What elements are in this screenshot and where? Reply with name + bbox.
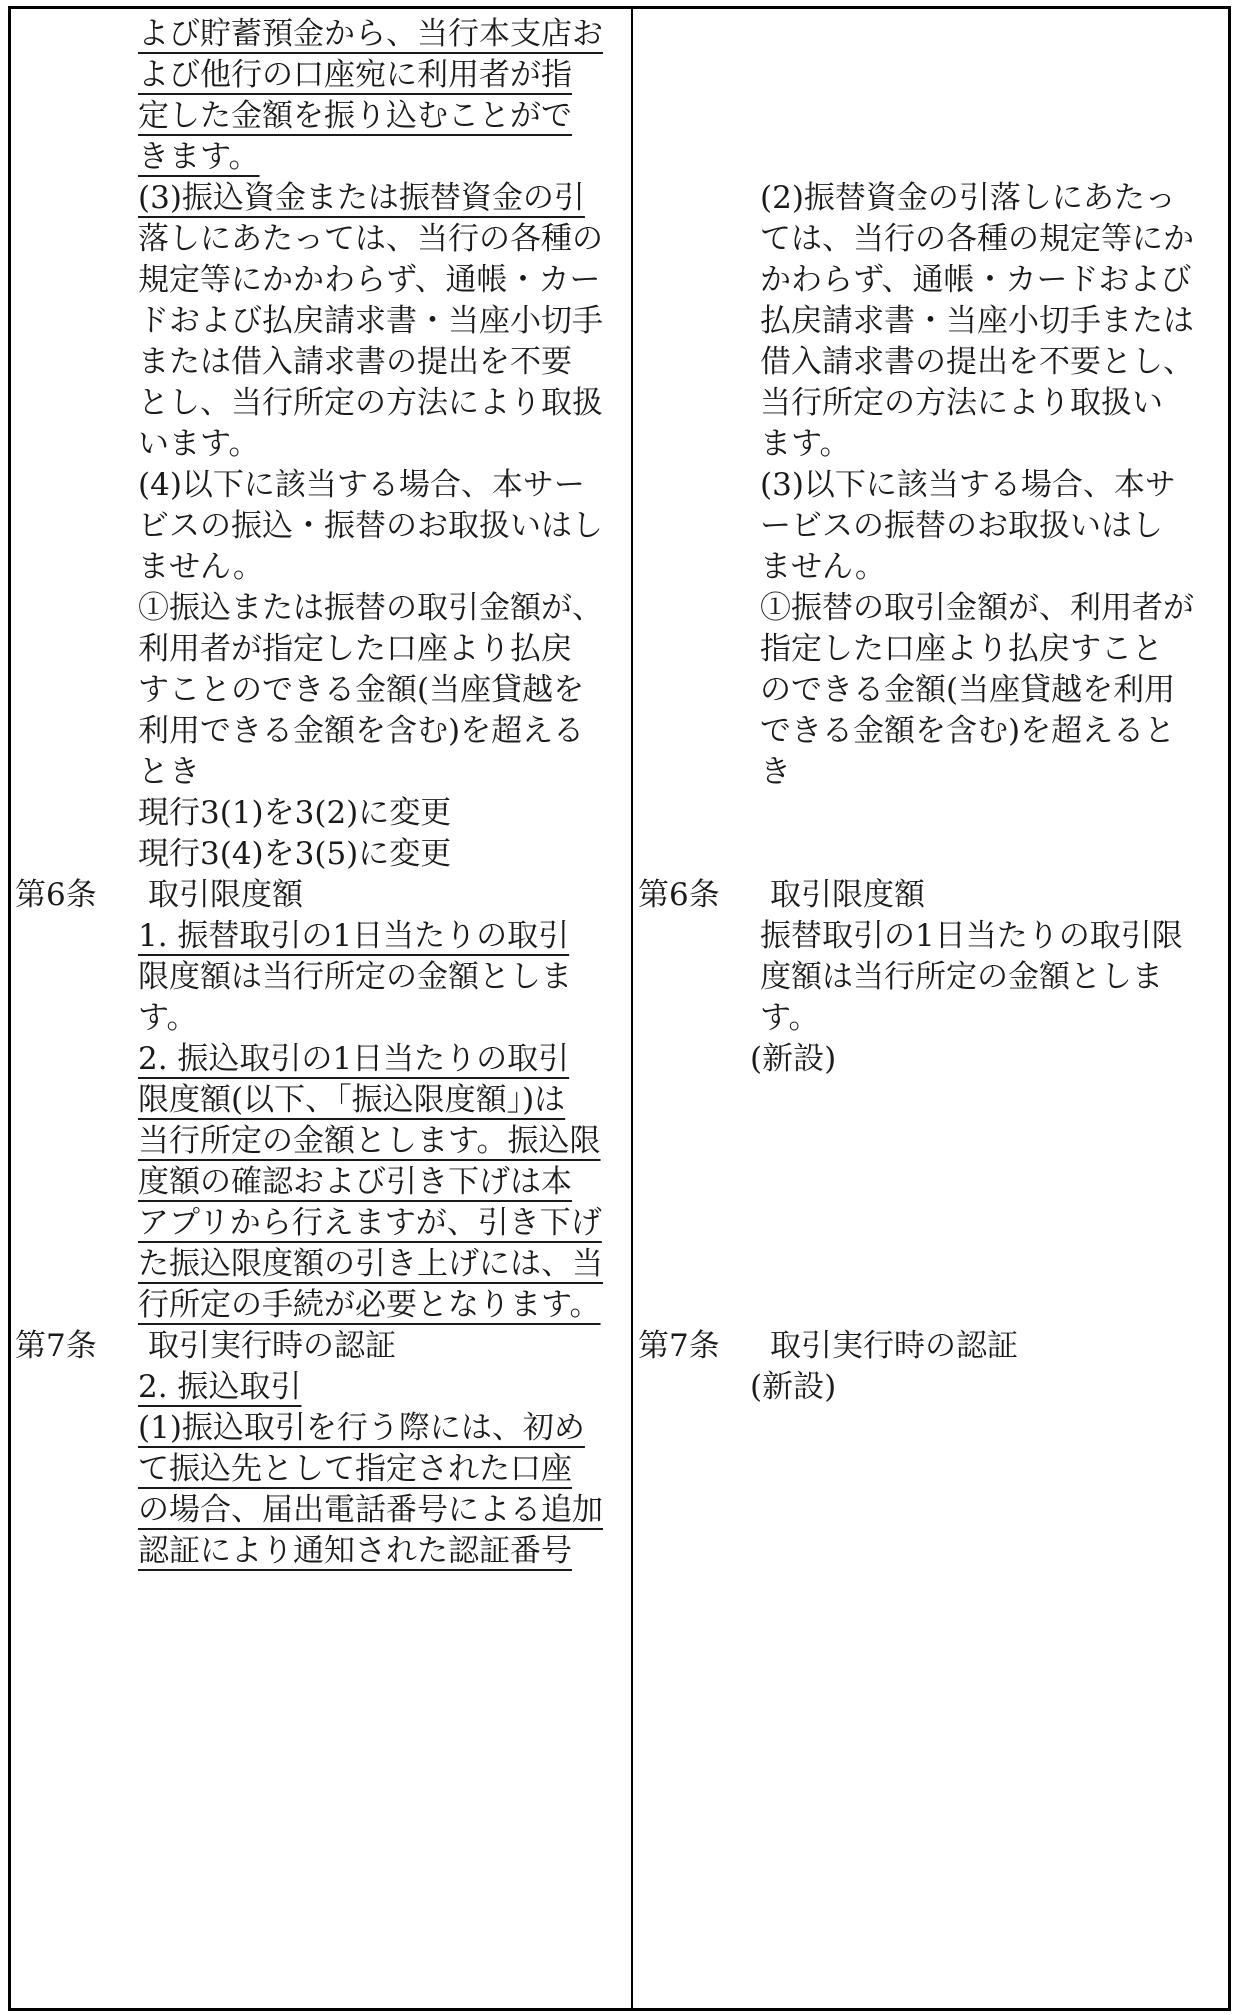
left-line: とし、当行所定の方法により取扱 [138, 385, 603, 421]
right-line: き [760, 754, 791, 790]
left-line: 限度額(以下、「振込限度額」)は [138, 1082, 566, 1118]
right-line: 度額は当行所定の金額としま [760, 959, 1163, 995]
left-line: (4)以下に該当する場合、本サー [138, 467, 585, 503]
left-line: 利用者が指定した口座より払戻 [138, 631, 572, 667]
article-6-title-left: 取引限度額 [148, 877, 303, 913]
right-line: ービスの振替のお取扱いはし [760, 508, 1163, 544]
right-line: (3)以下に該当する場合、本サ [760, 467, 1176, 503]
left-line: います。 [138, 426, 260, 462]
article-6-number-left: 第6条 [15, 877, 97, 913]
left-line: すことのできる金額(当座貸越を [138, 672, 585, 708]
left-line: ません。 [138, 549, 264, 585]
left-line: て振込先として指定された口座 [138, 1451, 572, 1487]
left-line-underlined: (3)振込資金または振替資金の引 [138, 180, 585, 216]
left-line: ビスの振込・振替のお取扱いはし [138, 508, 603, 544]
right-line: (2)振替資金の引落しにあたっ [760, 180, 1176, 216]
left-line: 現行3(4)を3(5)に変更 [138, 836, 452, 872]
left-line: 行所定の手続が必要となります。 [138, 1287, 601, 1323]
left-line: 限度額は当行所定の金額としま [138, 959, 572, 995]
article-6-number-right: 第6条 [638, 877, 720, 913]
left-line: きます。 [138, 139, 260, 175]
left-line: 2. 振込取引の1日当たりの取引 [138, 1041, 570, 1077]
article-6-title-right: 取引限度額 [770, 877, 925, 913]
right-line: ①振替の取引金額が、利用者が [760, 590, 1194, 626]
left-line: よび貯蓄預金から、当行本支店お [138, 16, 603, 52]
left-line: 認証により通知された認証番号 [138, 1533, 572, 1569]
left-line: 現行3(1)を3(2)に変更 [138, 795, 452, 831]
article-7-title-left: 取引実行時の認証 [148, 1328, 396, 1364]
right-line: 借入請求書の提出を不要とし、 [760, 344, 1194, 380]
right-line: 当行所定の方法により取扱い [760, 385, 1163, 421]
right-line: のできる金額(当座貸越を利用 [760, 672, 1176, 708]
left-line: 当行所定の金額とします。振込限 [138, 1123, 601, 1159]
left-line: 規定等にかかわらず、通帳・カー [138, 262, 601, 298]
left-line: 度額の確認および引き下げは本 [138, 1164, 572, 1200]
right-line: かわらず、通帳・カードおよび [760, 262, 1192, 298]
article-7-title-right: 取引実行時の認証 [770, 1328, 1018, 1364]
right-line: ません。 [760, 549, 886, 585]
right-line: できる金額を含む)を超えると [760, 713, 1176, 749]
left-line: 利用できる金額を含む)を超える [138, 713, 585, 749]
right-line: 指定した口座より払戻すこと [760, 631, 1163, 667]
column-divider [631, 9, 633, 2008]
left-line: 定した金額を振り込むことがで [138, 98, 572, 134]
left-line: 落しにあたっては、当行の各種の [138, 221, 603, 257]
left-line: または借入請求書の提出を不要 [138, 344, 572, 380]
left-line: とき [138, 754, 200, 790]
right-line: 振替取引の1日当たりの取引限 [760, 918, 1183, 954]
right-line: す。 [760, 1000, 820, 1036]
article-7-number-right: 第7条 [638, 1328, 720, 1364]
right-line: ます。 [760, 426, 851, 462]
new-provision-note: (新設) [750, 1369, 837, 1405]
left-line: た振込限度額の引き上げには、当 [138, 1246, 603, 1282]
left-line: ドおよび払戻請求書・当座小切手 [138, 303, 603, 339]
left-line: アプリから行えますが、引き下げ [138, 1205, 602, 1241]
left-line: の場合、届出電話番号による追加 [138, 1492, 603, 1528]
left-line: す。 [138, 1000, 198, 1036]
left-line: 1. 振替取引の1日当たりの取引 [138, 918, 570, 954]
left-line: 2. 振込取引 [138, 1369, 302, 1405]
right-line: ては、当行の各種の規定等にか [760, 221, 1194, 257]
left-line: よび他行の口座宛に利用者が指 [138, 57, 572, 93]
left-line: ①振込または振替の取引金額が、 [138, 590, 603, 626]
new-provision-note: (新設) [750, 1041, 837, 1077]
right-line: 払戻請求書・当座小切手または [760, 303, 1194, 339]
left-line: (1)振込取引を行う際には、初め [138, 1410, 585, 1446]
article-7-number-left: 第7条 [15, 1328, 97, 1364]
